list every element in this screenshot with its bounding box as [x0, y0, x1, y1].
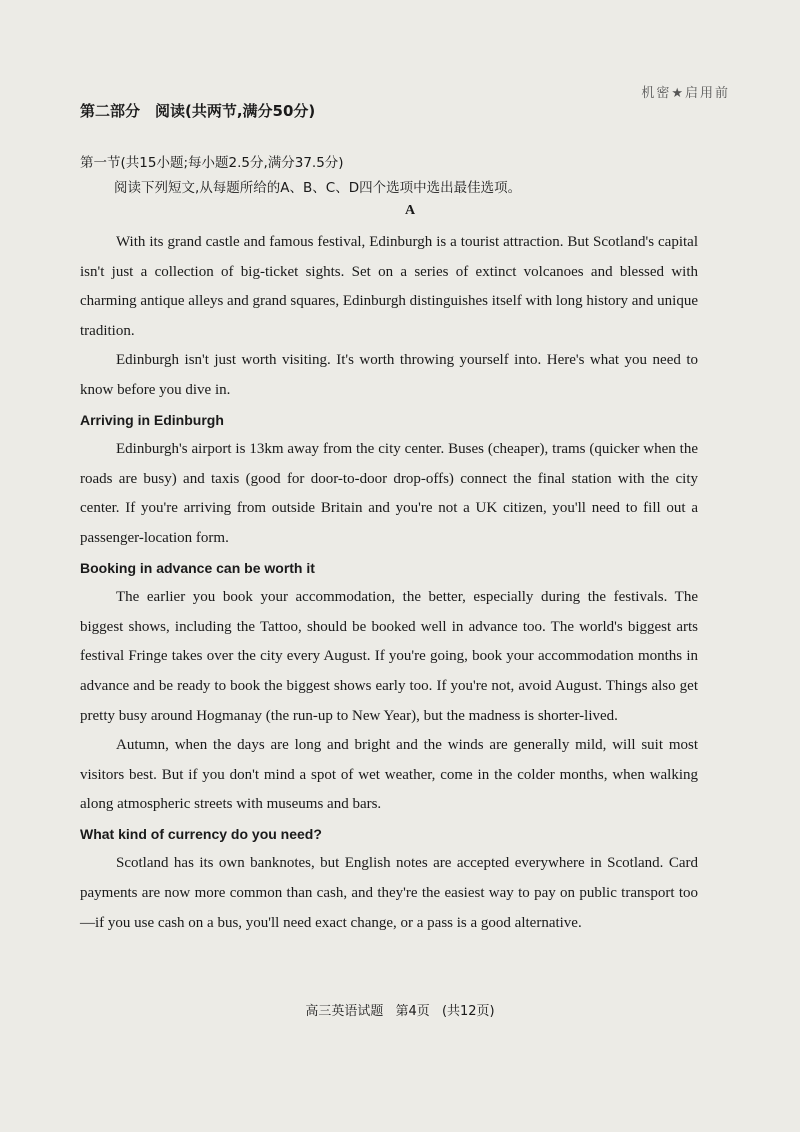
- section-heading: What kind of currency do you need?: [80, 825, 322, 842]
- paragraph: Edinburgh's airport is 13km away from the city center. Buses (cheaper), trams (quicker when the roads are busy) and taxis (good for door-to-door drop-offs) connect the final station with the city center. If you're arriving from outside Britain and you're not a UK citizen, you'll need to fill out a passenger-location form.: [80, 441, 698, 546]
- confidential-stamp: 机密★启用前: [641, 86, 730, 101]
- paragraph: Autumn, when the days are long and bright and the winds are generally mild, will suit most visitors best. But if you don't mind a spot of wet weather, come in the colder months, when walking along atmospheric streets with museums and bars.: [80, 737, 698, 813]
- paragraph: With its grand castle and famous festival, Edinburgh is a tourist attraction. But Scotland's capital isn't just a collection of big-ticket sights. Set on a series of extinct volcanoes and blessed with charming antique alleys and grand squares, Edinburgh distinguishes itself with long history and unique tradition.: [80, 234, 698, 339]
- paragraph: Edinburgh isn't just worth visiting. It's worth throwing yourself into. Here's what you need to know before you dive in.: [80, 352, 698, 398]
- paragraph: Scotland has its own banknotes, but English notes are accepted everywhere in Scotland. Card payments are now more common than cash, and they're the easiest way to pay on public transport too—if you use cash on a bus, you'll need exact change, or a pass is a good alternative.: [80, 855, 698, 931]
- footer-page: 第4页: [395, 1004, 430, 1019]
- part-title: 第二部分 阅读(共两节,满分50分): [80, 102, 316, 120]
- section-heading: Booking in advance can be worth it: [80, 559, 315, 576]
- passage-body: [80, 228, 698, 938]
- paragraph: The earlier you book your accommodation, the better, especially during the festivals. The biggest shows, including the Tattoo, should be booked well in advance too. The world's biggest arts festival Fringe takes over the city every August. If you're going, book your accommodation months in advance and be ready to book the biggest shows early too. If you're not, avoid August. Things also get pretty busy around Hogmanay (the run-up to New Year), but the madness is shorter-lived.: [80, 589, 698, 724]
- footer-total: (共12页): [441, 1004, 495, 1019]
- passage-label: A: [405, 203, 416, 218]
- section-title: 第一节(共15小题;每小题2.5分,满分37.5分): [80, 155, 344, 171]
- instruction: 阅读下列短文,从每题所给的A、B、C、D四个选项中选出最佳选项。: [114, 180, 522, 196]
- page-footer: [0, 1000, 800, 1019]
- section-heading: Arriving in Edinburgh: [80, 411, 224, 428]
- footer-subject: 高三英语试题: [305, 1004, 384, 1019]
